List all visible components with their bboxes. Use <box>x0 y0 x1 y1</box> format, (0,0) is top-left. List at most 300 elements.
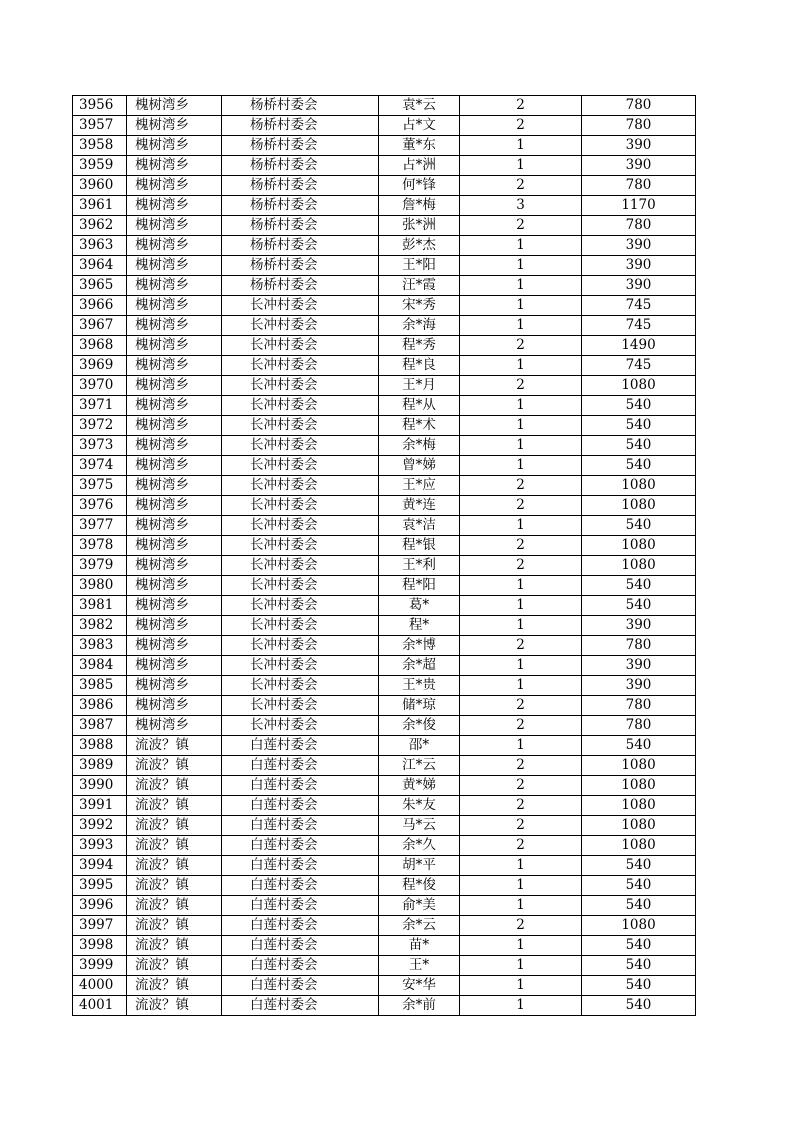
cell-township: 槐树湾乡 <box>127 416 222 436</box>
cell-township: 槐树湾乡 <box>127 436 222 456</box>
cell-village-committee: 白莲村委会 <box>222 896 379 916</box>
cell-township: 流波？镇 <box>127 816 222 836</box>
cell-person-name: 安*华 <box>379 976 460 996</box>
table-row <box>73 996 696 1016</box>
cell-village-committee: 白莲村委会 <box>222 996 379 1016</box>
cell-household-count: 2 <box>460 96 582 116</box>
cell-village-committee: 白莲村委会 <box>222 876 379 896</box>
cell-person-name: 王*贵 <box>379 676 460 696</box>
cell-amount: 1080 <box>582 916 696 936</box>
cell-household-count: 1 <box>460 316 582 336</box>
table-row <box>73 736 696 756</box>
cell-household-count: 1 <box>460 956 582 976</box>
cell-township: 槐树湾乡 <box>127 656 222 676</box>
cell-amount: 390 <box>582 276 696 296</box>
cell-amount: 540 <box>582 436 696 456</box>
cell-village-committee: 长冲村委会 <box>222 596 379 616</box>
table-row <box>73 296 696 316</box>
cell-village-committee: 白莲村委会 <box>222 756 379 776</box>
cell-township: 槐树湾乡 <box>127 356 222 376</box>
cell-household-count: 2 <box>460 556 582 576</box>
table-row <box>73 596 696 616</box>
cell-township: 流波？镇 <box>127 996 222 1016</box>
cell-amount: 1080 <box>582 536 696 556</box>
cell-household-count: 1 <box>460 936 582 956</box>
cell-village-committee: 长冲村委会 <box>222 696 379 716</box>
table-row <box>73 236 696 256</box>
cell-village-committee: 长冲村委会 <box>222 496 379 516</box>
cell-amount: 540 <box>582 936 696 956</box>
table-row <box>73 616 696 636</box>
cell-serial-number: 3973 <box>73 436 127 456</box>
table-row <box>73 756 696 776</box>
cell-township: 槐树湾乡 <box>127 576 222 596</box>
cell-household-count: 2 <box>460 116 582 136</box>
cell-household-count: 2 <box>460 916 582 936</box>
cell-village-committee: 长冲村委会 <box>222 656 379 676</box>
cell-serial-number: 3993 <box>73 836 127 856</box>
cell-serial-number: 3958 <box>73 136 127 156</box>
cell-village-committee: 白莲村委会 <box>222 976 379 996</box>
cell-serial-number: 3996 <box>73 896 127 916</box>
cell-township: 槐树湾乡 <box>127 376 222 396</box>
cell-person-name: 占*文 <box>379 116 460 136</box>
cell-household-count: 1 <box>460 736 582 756</box>
cell-amount: 390 <box>582 236 696 256</box>
cell-village-committee: 白莲村委会 <box>222 916 379 936</box>
cell-township: 槐树湾乡 <box>127 696 222 716</box>
cell-village-committee: 白莲村委会 <box>222 796 379 816</box>
cell-village-committee: 长冲村委会 <box>222 296 379 316</box>
cell-village-committee: 杨桥村委会 <box>222 176 379 196</box>
cell-village-committee: 长冲村委会 <box>222 336 379 356</box>
cell-person-name: 俞*美 <box>379 896 460 916</box>
cell-township: 流波？镇 <box>127 776 222 796</box>
cell-village-committee: 长冲村委会 <box>222 716 379 736</box>
cell-amount: 390 <box>582 136 696 156</box>
cell-household-count: 2 <box>460 176 582 196</box>
cell-person-name: 程*秀 <box>379 336 460 356</box>
cell-village-committee: 长冲村委会 <box>222 476 379 496</box>
cell-amount: 780 <box>582 716 696 736</box>
cell-village-committee: 长冲村委会 <box>222 316 379 336</box>
cell-township: 流波？镇 <box>127 876 222 896</box>
table-row <box>73 336 696 356</box>
table-row <box>73 776 696 796</box>
cell-serial-number: 3971 <box>73 396 127 416</box>
cell-village-committee: 杨桥村委会 <box>222 276 379 296</box>
cell-township: 槐树湾乡 <box>127 216 222 236</box>
cell-township: 槐树湾乡 <box>127 616 222 636</box>
cell-amount: 1170 <box>582 196 696 216</box>
cell-township: 流波？镇 <box>127 756 222 776</box>
table-row <box>73 636 696 656</box>
cell-amount: 390 <box>582 676 696 696</box>
table-row <box>73 196 696 216</box>
cell-township: 槐树湾乡 <box>127 496 222 516</box>
cell-serial-number: 3992 <box>73 816 127 836</box>
table-row <box>73 476 696 496</box>
cell-person-name: 余*博 <box>379 636 460 656</box>
cell-serial-number: 3990 <box>73 776 127 796</box>
cell-household-count: 2 <box>460 776 582 796</box>
cell-township: 槐树湾乡 <box>127 596 222 616</box>
cell-village-committee: 白莲村委会 <box>222 816 379 836</box>
cell-household-count: 1 <box>460 296 582 316</box>
cell-township: 槐树湾乡 <box>127 716 222 736</box>
cell-village-committee: 长冲村委会 <box>222 616 379 636</box>
cell-person-name: 袁*云 <box>379 96 460 116</box>
cell-household-count: 2 <box>460 796 582 816</box>
cell-person-name: 汪*霞 <box>379 276 460 296</box>
cell-serial-number: 3979 <box>73 556 127 576</box>
cell-amount: 540 <box>582 456 696 476</box>
cell-township: 槐树湾乡 <box>127 516 222 536</box>
cell-household-count: 1 <box>460 456 582 476</box>
cell-household-count: 2 <box>460 536 582 556</box>
cell-person-name: 占*洲 <box>379 156 460 176</box>
cell-serial-number: 3997 <box>73 916 127 936</box>
cell-serial-number: 3957 <box>73 116 127 136</box>
cell-amount: 1080 <box>582 496 696 516</box>
cell-village-committee: 长冲村委会 <box>222 536 379 556</box>
cell-village-committee: 杨桥村委会 <box>222 216 379 236</box>
table-body <box>73 96 696 1016</box>
cell-township: 槐树湾乡 <box>127 316 222 336</box>
cell-village-committee: 长冲村委会 <box>222 356 379 376</box>
cell-household-count: 2 <box>460 376 582 396</box>
table-row <box>73 576 696 596</box>
cell-amount: 1080 <box>582 776 696 796</box>
cell-person-name: 余*海 <box>379 316 460 336</box>
table-row <box>73 396 696 416</box>
cell-person-name: 王* <box>379 956 460 976</box>
cell-household-count: 1 <box>460 676 582 696</box>
cell-amount: 540 <box>582 996 696 1016</box>
cell-amount: 745 <box>582 296 696 316</box>
table-row <box>73 156 696 176</box>
cell-amount: 540 <box>582 576 696 596</box>
cell-village-committee: 杨桥村委会 <box>222 236 379 256</box>
cell-village-committee: 长冲村委会 <box>222 416 379 436</box>
table-row <box>73 656 696 676</box>
cell-amount: 390 <box>582 656 696 676</box>
cell-amount: 540 <box>582 416 696 436</box>
cell-person-name: 邵* <box>379 736 460 756</box>
table-row <box>73 256 696 276</box>
cell-village-committee: 长冲村委会 <box>222 556 379 576</box>
cell-village-committee: 杨桥村委会 <box>222 116 379 136</box>
cell-serial-number: 3966 <box>73 296 127 316</box>
cell-serial-number: 3962 <box>73 216 127 236</box>
table-row <box>73 116 696 136</box>
cell-person-name: 袁*洁 <box>379 516 460 536</box>
cell-household-count: 2 <box>460 496 582 516</box>
table-row <box>73 956 696 976</box>
cell-village-committee: 白莲村委会 <box>222 936 379 956</box>
cell-township: 槐树湾乡 <box>127 156 222 176</box>
cell-household-count: 1 <box>460 576 582 596</box>
table-row <box>73 676 696 696</box>
cell-serial-number: 3982 <box>73 616 127 636</box>
table-row <box>73 176 696 196</box>
cell-household-count: 2 <box>460 216 582 236</box>
cell-serial-number: 3969 <box>73 356 127 376</box>
cell-household-count: 2 <box>460 836 582 856</box>
table-row <box>73 936 696 956</box>
cell-person-name: 余*云 <box>379 916 460 936</box>
cell-village-committee: 白莲村委会 <box>222 836 379 856</box>
cell-person-name: 张*洲 <box>379 216 460 236</box>
cell-household-count: 2 <box>460 696 582 716</box>
cell-amount: 780 <box>582 96 696 116</box>
cell-serial-number: 3961 <box>73 196 127 216</box>
cell-amount: 540 <box>582 396 696 416</box>
table-row <box>73 276 696 296</box>
cell-township: 槐树湾乡 <box>127 196 222 216</box>
cell-household-count: 1 <box>460 416 582 436</box>
cell-serial-number: 3981 <box>73 596 127 616</box>
cell-person-name: 马*云 <box>379 816 460 836</box>
table-row <box>73 316 696 336</box>
cell-amount: 780 <box>582 116 696 136</box>
table-row <box>73 96 696 116</box>
cell-amount: 540 <box>582 596 696 616</box>
table-row <box>73 556 696 576</box>
cell-household-count: 1 <box>460 856 582 876</box>
cell-person-name: 程*术 <box>379 416 460 436</box>
cell-serial-number: 3960 <box>73 176 127 196</box>
cell-household-count: 1 <box>460 896 582 916</box>
cell-person-name: 程*银 <box>379 536 460 556</box>
cell-person-name: 胡*平 <box>379 856 460 876</box>
cell-person-name: 何*锋 <box>379 176 460 196</box>
cell-serial-number: 3964 <box>73 256 127 276</box>
table-row <box>73 976 696 996</box>
cell-household-count: 1 <box>460 976 582 996</box>
cell-amount: 390 <box>582 256 696 276</box>
table-row <box>73 816 696 836</box>
cell-person-name: 苗* <box>379 936 460 956</box>
cell-person-name: 詹*梅 <box>379 196 460 216</box>
cell-village-committee: 白莲村委会 <box>222 776 379 796</box>
table-row <box>73 896 696 916</box>
cell-person-name: 余*久 <box>379 836 460 856</box>
cell-person-name: 王*月 <box>379 376 460 396</box>
cell-village-committee: 长冲村委会 <box>222 456 379 476</box>
cell-serial-number: 3975 <box>73 476 127 496</box>
cell-serial-number: 3983 <box>73 636 127 656</box>
cell-serial-number: 3976 <box>73 496 127 516</box>
cell-amount: 1080 <box>582 756 696 776</box>
table-row <box>73 216 696 236</box>
cell-village-committee: 杨桥村委会 <box>222 96 379 116</box>
cell-household-count: 1 <box>460 256 582 276</box>
cell-township: 槐树湾乡 <box>127 456 222 476</box>
cell-amount: 745 <box>582 316 696 336</box>
cell-township: 槐树湾乡 <box>127 116 222 136</box>
cell-serial-number: 3999 <box>73 956 127 976</box>
cell-village-committee: 白莲村委会 <box>222 856 379 876</box>
cell-village-committee: 长冲村委会 <box>222 676 379 696</box>
cell-person-name: 葛* <box>379 596 460 616</box>
table-row <box>73 856 696 876</box>
cell-amount: 1490 <box>582 336 696 356</box>
cell-serial-number: 3985 <box>73 676 127 696</box>
cell-township: 流波？镇 <box>127 976 222 996</box>
cell-village-committee: 长冲村委会 <box>222 516 379 536</box>
cell-serial-number: 3989 <box>73 756 127 776</box>
cell-serial-number: 3991 <box>73 796 127 816</box>
cell-household-count: 1 <box>460 356 582 376</box>
table-row <box>73 436 696 456</box>
cell-village-committee: 长冲村委会 <box>222 376 379 396</box>
cell-household-count: 1 <box>460 236 582 256</box>
cell-person-name: 朱*友 <box>379 796 460 816</box>
cell-person-name: 余*俊 <box>379 716 460 736</box>
cell-serial-number: 3984 <box>73 656 127 676</box>
cell-amount: 540 <box>582 876 696 896</box>
cell-township: 流波？镇 <box>127 836 222 856</box>
cell-household-count: 1 <box>460 996 582 1016</box>
cell-township: 槐树湾乡 <box>127 236 222 256</box>
cell-serial-number: 3974 <box>73 456 127 476</box>
cell-amount: 390 <box>582 616 696 636</box>
cell-serial-number: 3987 <box>73 716 127 736</box>
cell-township: 槐树湾乡 <box>127 176 222 196</box>
cell-village-committee: 白莲村委会 <box>222 956 379 976</box>
cell-township: 槐树湾乡 <box>127 276 222 296</box>
cell-person-name: 程*俊 <box>379 876 460 896</box>
cell-village-committee: 白莲村委会 <box>222 736 379 756</box>
table-row <box>73 876 696 896</box>
cell-serial-number: 3977 <box>73 516 127 536</box>
cell-village-committee: 杨桥村委会 <box>222 196 379 216</box>
cell-township: 流波？镇 <box>127 896 222 916</box>
cell-serial-number: 3995 <box>73 876 127 896</box>
cell-household-count: 1 <box>460 276 582 296</box>
cell-amount: 780 <box>582 176 696 196</box>
cell-township: 槐树湾乡 <box>127 476 222 496</box>
cell-township: 流波？镇 <box>127 736 222 756</box>
cell-person-name: 彭*杰 <box>379 236 460 256</box>
table-row <box>73 916 696 936</box>
cell-person-name: 董*东 <box>379 136 460 156</box>
cell-household-count: 1 <box>460 516 582 536</box>
cell-township: 槐树湾乡 <box>127 96 222 116</box>
cell-serial-number: 3967 <box>73 316 127 336</box>
cell-household-count: 2 <box>460 636 582 656</box>
cell-person-name: 黄*娣 <box>379 776 460 796</box>
cell-household-count: 1 <box>460 396 582 416</box>
cell-amount: 540 <box>582 896 696 916</box>
cell-household-count: 1 <box>460 876 582 896</box>
cell-household-count: 3 <box>460 196 582 216</box>
cell-amount: 540 <box>582 856 696 876</box>
cell-serial-number: 4001 <box>73 996 127 1016</box>
cell-amount: 1080 <box>582 556 696 576</box>
cell-household-count: 2 <box>460 816 582 836</box>
cell-amount: 540 <box>582 956 696 976</box>
cell-township: 槐树湾乡 <box>127 396 222 416</box>
cell-household-count: 2 <box>460 756 582 776</box>
cell-amount: 780 <box>582 636 696 656</box>
cell-person-name: 余*超 <box>379 656 460 676</box>
cell-village-committee: 杨桥村委会 <box>222 256 379 276</box>
table-row <box>73 836 696 856</box>
cell-person-name: 程*阳 <box>379 576 460 596</box>
cell-serial-number: 3965 <box>73 276 127 296</box>
table-row <box>73 696 696 716</box>
table-row <box>73 496 696 516</box>
cell-township: 槐树湾乡 <box>127 136 222 156</box>
cell-person-name: 余*梅 <box>379 436 460 456</box>
cell-person-name: 程* <box>379 616 460 636</box>
cell-household-count: 2 <box>460 716 582 736</box>
cell-person-name: 程*从 <box>379 396 460 416</box>
table-row <box>73 516 696 536</box>
cell-household-count: 1 <box>460 156 582 176</box>
cell-household-count: 2 <box>460 336 582 356</box>
cell-person-name: 余*前 <box>379 996 460 1016</box>
cell-household-count: 1 <box>460 436 582 456</box>
cell-village-committee: 杨桥村委会 <box>222 156 379 176</box>
table-row <box>73 796 696 816</box>
table-row <box>73 376 696 396</box>
cell-amount: 1080 <box>582 796 696 816</box>
cell-amount: 390 <box>582 156 696 176</box>
cell-household-count: 1 <box>460 136 582 156</box>
cell-amount: 1080 <box>582 816 696 836</box>
cell-serial-number: 3956 <box>73 96 127 116</box>
cell-household-count: 1 <box>460 596 582 616</box>
table-row <box>73 416 696 436</box>
cell-amount: 540 <box>582 516 696 536</box>
cell-village-committee: 长冲村委会 <box>222 576 379 596</box>
cell-serial-number: 4000 <box>73 976 127 996</box>
cell-township: 流波？镇 <box>127 956 222 976</box>
cell-serial-number: 3998 <box>73 936 127 956</box>
cell-township: 流波？镇 <box>127 936 222 956</box>
table-row <box>73 536 696 556</box>
cell-village-committee: 杨桥村委会 <box>222 136 379 156</box>
cell-serial-number: 3978 <box>73 536 127 556</box>
cell-household-count: 2 <box>460 476 582 496</box>
cell-person-name: 王*阳 <box>379 256 460 276</box>
cell-township: 槐树湾乡 <box>127 676 222 696</box>
cell-serial-number: 3959 <box>73 156 127 176</box>
cell-amount: 745 <box>582 356 696 376</box>
cell-serial-number: 3980 <box>73 576 127 596</box>
cell-person-name: 王*利 <box>379 556 460 576</box>
cell-township: 流波？镇 <box>127 796 222 816</box>
cell-amount: 1080 <box>582 476 696 496</box>
cell-village-committee: 长冲村委会 <box>222 396 379 416</box>
cell-serial-number: 3970 <box>73 376 127 396</box>
cell-serial-number: 3968 <box>73 336 127 356</box>
cell-person-name: 储*琼 <box>379 696 460 716</box>
cell-township: 流波？镇 <box>127 916 222 936</box>
table-row <box>73 456 696 476</box>
cell-amount: 780 <box>582 696 696 716</box>
cell-township: 流波？镇 <box>127 856 222 876</box>
cell-township: 槐树湾乡 <box>127 296 222 316</box>
cell-township: 槐树湾乡 <box>127 556 222 576</box>
cell-amount: 780 <box>582 216 696 236</box>
table-row <box>73 356 696 376</box>
table-row <box>73 716 696 736</box>
cell-township: 槐树湾乡 <box>127 256 222 276</box>
